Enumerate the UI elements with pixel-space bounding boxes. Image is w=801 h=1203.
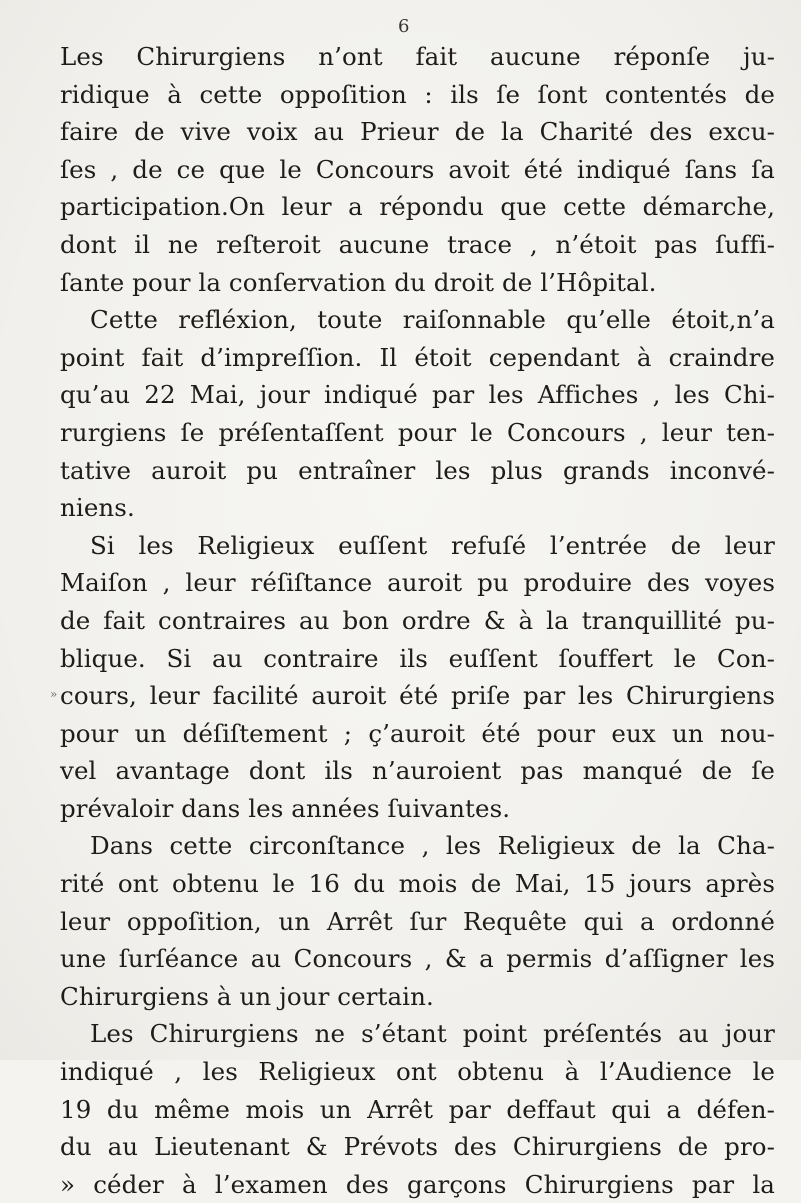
text-line: faire de vive voix au Prieur de la Charité des excu- — [60, 117, 775, 147]
text-line: point fait d’impreſſion. Il étoit cependant à craindre — [60, 342, 775, 372]
text-line: indiqué , les Religieux ont obtenu à l’Audience le — [60, 1057, 775, 1087]
text-line: de fait contraires au bon ordre & à la tranquillité pu- — [60, 605, 775, 635]
paragraph-start: Cette refléxion, toute raiſonnable qu’elle étoit,n’a — [90, 305, 775, 335]
text-line: vel avantage dont ils n’auroient pas manqué de ſe — [60, 756, 775, 786]
text-line: une ſurſéance au Concours , & a permis d’aſſigner les — [60, 944, 775, 974]
text-line: Maiſon , leur réſiſtance auroit pu produire des voyes — [60, 568, 775, 598]
text-line: blique. Si au contraire ils euſſent ſouffert le Con- — [60, 643, 775, 673]
body-text — [60, 38, 775, 1203]
text-line: ridique à cette oppoſition : ils ſe ſont contentés de — [60, 79, 775, 109]
text-line: leur oppoſition, un Arrêt ſur Requête qui a ordonné — [60, 906, 775, 936]
text-line: ſante pour la conſervation du droit de l’Hôpital. — [60, 267, 657, 297]
page-number: 6 — [398, 16, 410, 37]
paragraph-start: Les Chirurgiens ne s’étant point préſentés au jour — [90, 1019, 775, 1049]
text-line: participation.On leur a répondu que cette démarche, — [60, 192, 775, 222]
text-line: prévaloir dans les années ſuivantes. — [60, 793, 511, 823]
text-line: 19 du même mois un Arrêt par deffaut qui a défen- — [60, 1094, 775, 1124]
text-line: du au Lieutenant & Prévots des Chirurgiens de pro- — [60, 1132, 775, 1162]
paragraph-start: Si les Religieux euſſent refuſé l’entrée de leur — [90, 530, 775, 560]
text-line: niens. — [60, 493, 135, 523]
text-line: dont il ne reſteroit aucune trace , n’étoit pas ſuffi- — [60, 229, 775, 259]
text-line: qu’au 22 Mai, jour indiqué par les Affiches , les Chi- — [60, 380, 775, 410]
text-line: tative auroit pu entraîner les plus grands inconvé- — [60, 455, 775, 485]
text-line: rité ont obtenu le 16 du mois de Mai, 15 jours après — [60, 869, 775, 899]
text-line: cours, leur facilité auroit été priſe par les Chirurgiens — [60, 681, 775, 711]
text-line: » céder à l’examen des garçons Chirurgiens par la — [60, 1169, 775, 1199]
text-line: Chirurgiens à un jour certain. — [60, 981, 434, 1011]
margin-mark: » — [50, 687, 58, 701]
text-line: Les Chirurgiens n’ont fait aucune réponſe ju- — [60, 42, 775, 71]
text-line: rurgiens ſe préſentaſſent pour le Concours , leur ten- — [60, 417, 775, 447]
paragraph-start: Dans cette circonſtance , les Religieux de la Cha- — [90, 831, 775, 861]
text-line: ſes , de ce que le Concours avoit été indiqué ſans ſa — [60, 154, 775, 184]
text-line: pour un déſiſtement ; ç’auroit été pour eux un nou- — [60, 718, 775, 748]
